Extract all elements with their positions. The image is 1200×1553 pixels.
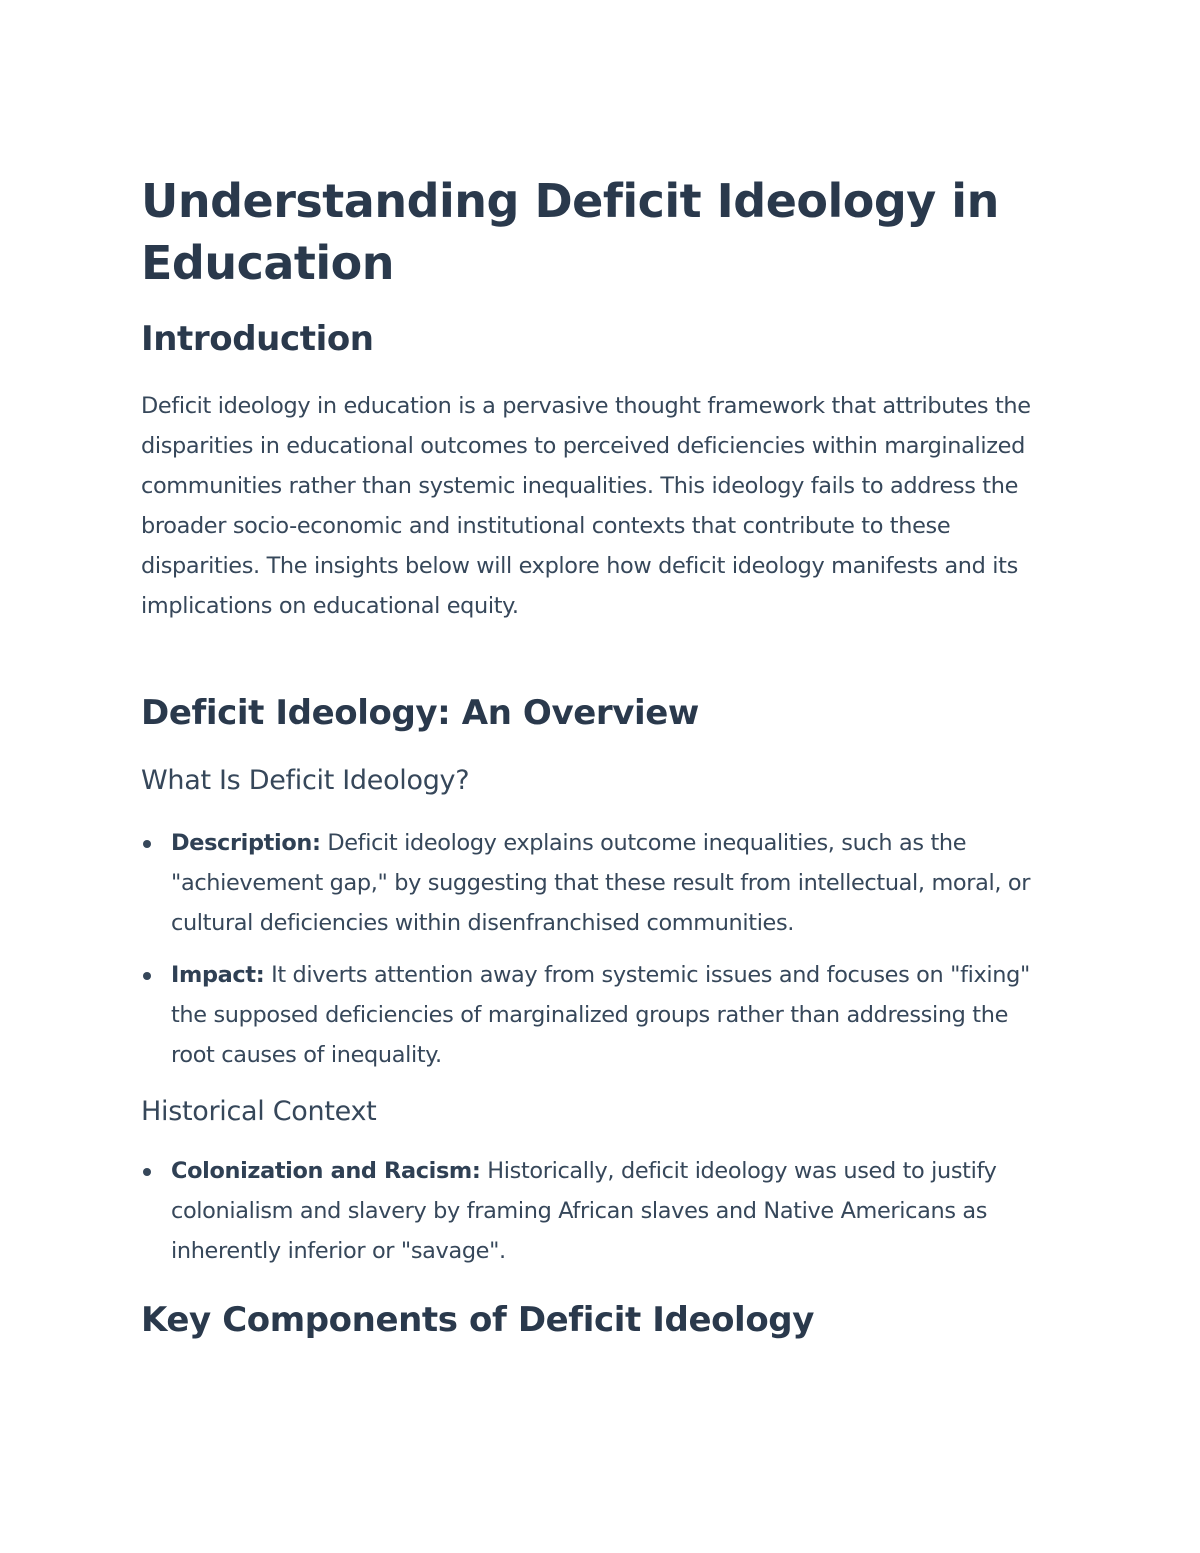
list-item-text: Deficit ideology explains outcome inequalities, such as the "achievement gap," by suggesting that these result from intellectual, moral, or cultural deficiencies within disenfranchised communities. <box>171 830 1031 936</box>
bullet-dot <box>143 1168 151 1176</box>
list-item-text: It diverts attention away from systemic issues and focuses on "fixing" the supposed deficiencies of marginalized groups rather than addressing the root causes of inequality. <box>171 962 1030 1068</box>
list-item-colonization <box>141 1151 1056 1271</box>
list-item-term: Description <box>171 830 312 856</box>
list-item-text: Historically, deficit ideology was used to justify colonialism and slavery by framing African slaves and Native Americans as inherently inferior or "savage". <box>171 1158 997 1264</box>
list-item-separator: : <box>471 1158 481 1184</box>
list-item-term: Impact <box>171 962 256 988</box>
historical-context-heading: Historical Context <box>141 1096 377 1127</box>
overview-heading: Deficit Ideology: An Overview <box>141 693 699 733</box>
list-item-separator: : <box>311 830 321 856</box>
introduction-paragraph: Deficit ideology in education is a pervasive thought framework that attributes the disparities in educational outcomes to perceived deficiencies within marginalized communities rather than systemic inequalities. This ideology fails to address the broader socio-economic and institutional contexts that contribute to these disparities. The insights below will explore how deficit ideology manifests and its implications on educational equity. <box>141 393 1031 619</box>
list-item-description <box>141 823 1056 943</box>
list-item-separator: : <box>255 962 265 988</box>
bullet-dot <box>143 840 151 848</box>
list-item-impact <box>141 955 1056 1075</box>
bullet-dot <box>143 972 151 980</box>
what-is-list <box>141 823 1056 1087</box>
document-title: Understanding Deficit Ideology in Education <box>141 174 999 290</box>
key-components-heading: Key Components of Deficit Ideology <box>141 1300 814 1340</box>
historical-context-list <box>141 1151 1056 1283</box>
introduction-heading: Introduction <box>141 319 374 359</box>
list-item-term: Colonization and Racism <box>171 1158 472 1184</box>
what-is-heading: What Is Deficit Ideology? <box>141 765 470 796</box>
